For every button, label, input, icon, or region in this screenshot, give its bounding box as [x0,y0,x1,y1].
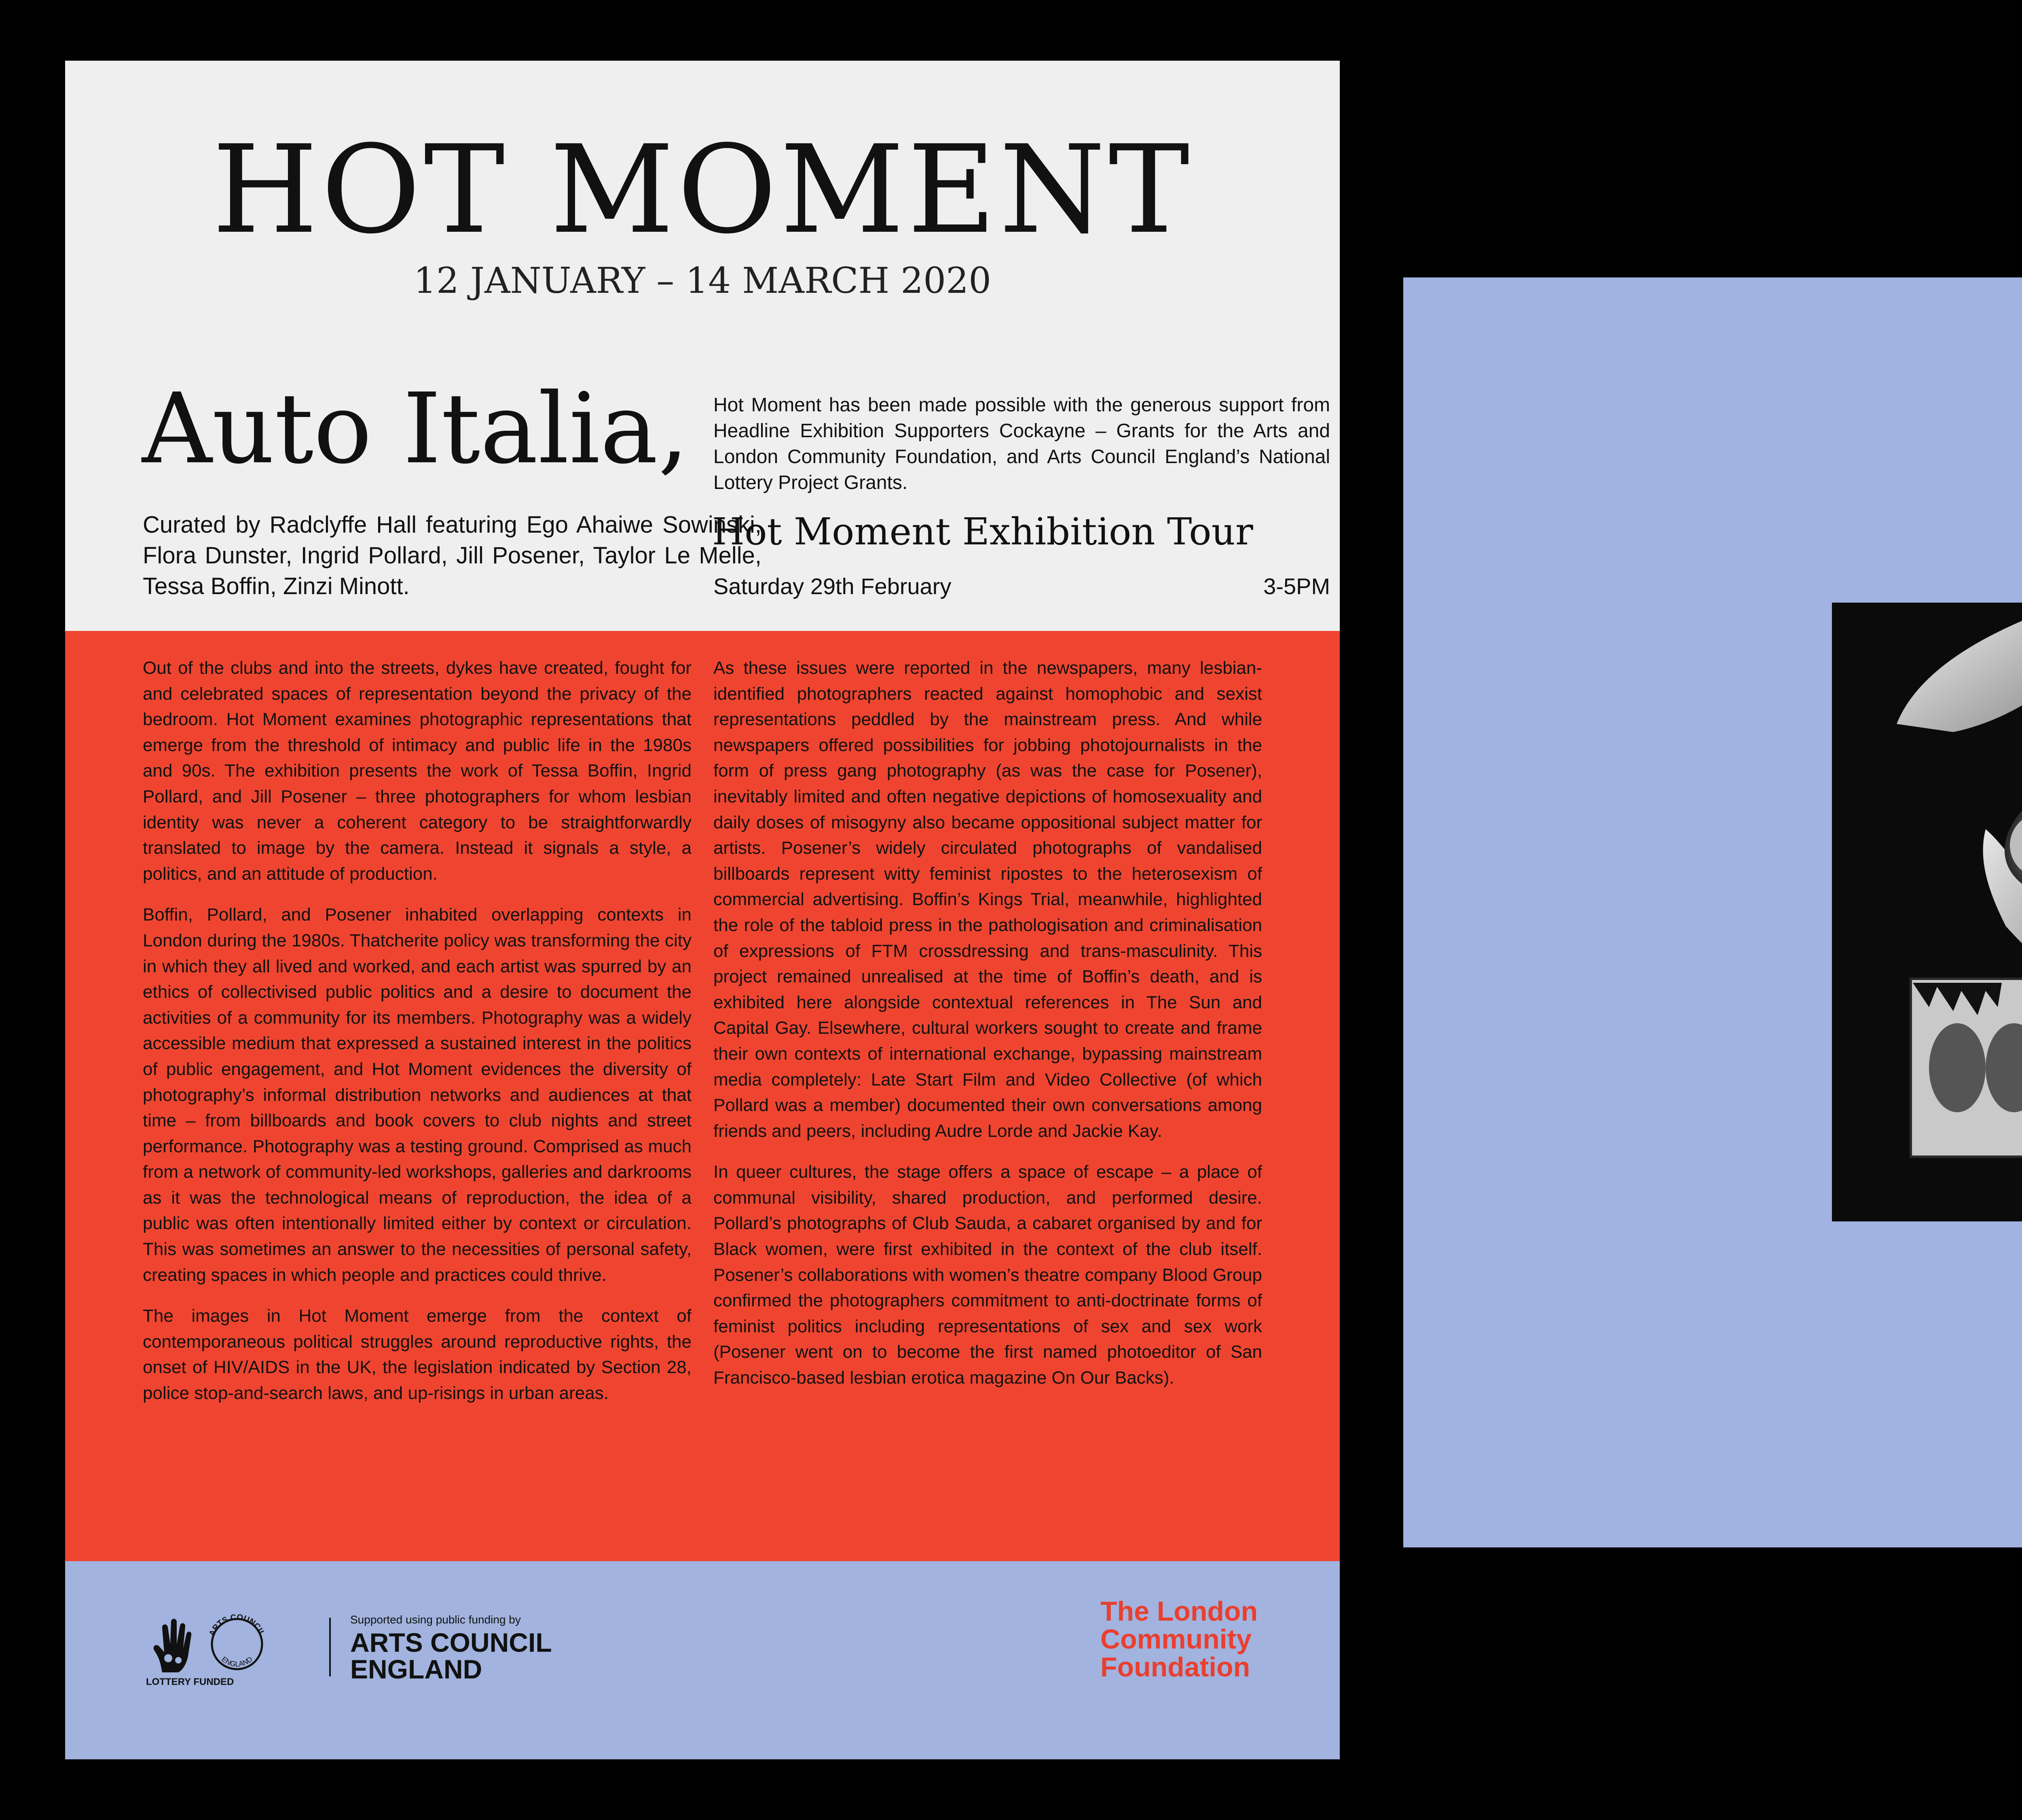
ace-wordmark-line1: ARTS COUNCIL [350,1627,552,1657]
paragraph: In queer cultures, the stage offers a space of escape – a place of communal visibility, shared production, and performed desire. Pollard’s photographs of Club Sauda, a cabaret organised by and for Black women, were first exhibited in the context of the club itself. Posener’s collaborations with women’s theatre company Blood Group confirmed the photographers commitment to anti-doctrinate forms of feminist politics including representations of sex and sex work (Posener went on to become the first named photoeditor of San Francisco-based lesbian erotica magazine On Our Backs). [713,1162,1262,1388]
paragraph: Out of the clubs and into the streets, dykes have created, fought for and celebrated spaces of representation beyond the privacy of the bedroom. Hot Moment examines photographic representations that emerge from the threshold of intimacy and public life in the 1980s and 90s. The exhibition presents the work of Tessa Boffin, Ingrid Pollard, and Jill Posener – three photographers for whom lesbian identity was never a coherent category to be straightforwardly translated to image by the camera. Instead it signals a style, a politics, and an attitude of production. [143,658,692,884]
lottery-funded-label: LOTTERY FUNDED [146,1676,234,1687]
lcf-line1: The London [1100,1596,1258,1627]
poster-header-section [65,61,1340,631]
tour-title: Hot Moment Exhibition Tour [712,510,1253,553]
arts-council-ring-emblem [207,1614,267,1674]
venue-name: Auto Italia, [142,372,689,485]
london-community-foundation-logo [1100,1598,1339,1681]
svg-text:ARTS COUNCIL [207,1614,266,1638]
text-column-right [713,655,1262,1406]
lcf-line2: Community [1100,1624,1252,1655]
paragraph: The images in Hot Moment emerge from the context of contemporaneous political struggles around reproductive rights, the onset of HIV/AIDS in the UK, the legislation indicated by Section 28, police stop-and-search laws, and up-risings in urban areas. [143,1306,692,1403]
ring-text-bottom: ENGLAND [220,1655,254,1668]
ace-support-label: Supported using public funding by [350,1613,521,1626]
svg-text:ENGLAND [220,1655,254,1668]
exhibition-dates: 12 JANUARY – 14 MARCH 2020 [413,260,992,301]
tour-date: Saturday 29th February [713,574,952,599]
ring-text-top: ARTS COUNCIL [207,1614,267,1638]
tour-time: 3-5PM [1263,574,1330,599]
black-and-white-photograph [1832,603,2022,1221]
paragraph: Boffin, Pollard, and Posener inhabited overlapping contexts in London during the 1980s. Thatcherite policy was transforming the city in which they all lived and worked, and each artist was spurred by an ethics of collectivised public politics and a desire to document the activities of a community for its members. Photography was a widely accessible medium that expressed a sustained interest in the politics of public engagement, and Hot Moment evidences the diversity of photography’s informal distribution networks and audiences at that time – from billboards and book covers to club nights and street performance. Photography was a testing ground. Comprised as much from a network of community-led workshops, galleries and darkrooms as it was the technological means of reproduction, the idea of a public was often intentionally limited either by context or circulation. This was sometimes an answer to the necessities of personal safety, creating spaces in which people and practices could thrive. [143,905,692,1285]
ace-wordmark-line2: ENGLAND [350,1654,482,1684]
ace-wordmark [350,1629,552,1682]
exhibition-poster [65,61,1340,1759]
arts-council-lottery-logo [146,1612,571,1749]
lcf-line3: Foundation [1100,1652,1250,1682]
curator-credits: Curated by Radclyffe Hall featuring Ego Ahaiwe Sowinski, Flora Dunster, Ingrid Pollard, Jill Posener, Taylor Le Melle, Tessa Boffin, Zinzi Minott. [143,512,761,599]
paragraph: As these issues were reported in the newspapers, many lesbian-identified photographers reacted against homophobic and sexist representations peddled by the mainstream press. And while newspapers offered possibilities for jobbing photojournalists in the form of press gang photography (as was the case for Posener), inevitably limited and often negative depictions of homosexuality and daily doses of misogyny also became oppositional subject matter for artists. Posener’s widely circulated photographs of vandalised billboards represent witty feminist ripostes to the heterosexism of commercial advertising. Boffin’s Kings Trial, meanwhile, highlighted the role of the tabloid press in the pathologisation and criminalisation of expressions of FTM crossdressing and trans-masculinity. This project remained unrealised at the time of Boffin’s death, and is exhibited here alongside contextual references in The Sun and Capital Gay. Elsewhere, cultural workers sought to create and frame their own contexts of international exchange, bypassing mainstream media completely: Late Start Film and Video Collective (of which Pollard was a member) documented their own conversations among friends and peers, including Audre Lorde and Jackie Kay. [713,658,1262,1141]
poster-title: HOT MOMENT [212,119,1193,260]
text-column-left [143,655,692,1422]
support-statement: Hot Moment has been made possible with the generous support from Headline Exhibition Supporters Cockayne – Grants for the Arts and London Community Foundation, and Arts Council England’s National Lottery Project Grants. [713,394,1330,493]
